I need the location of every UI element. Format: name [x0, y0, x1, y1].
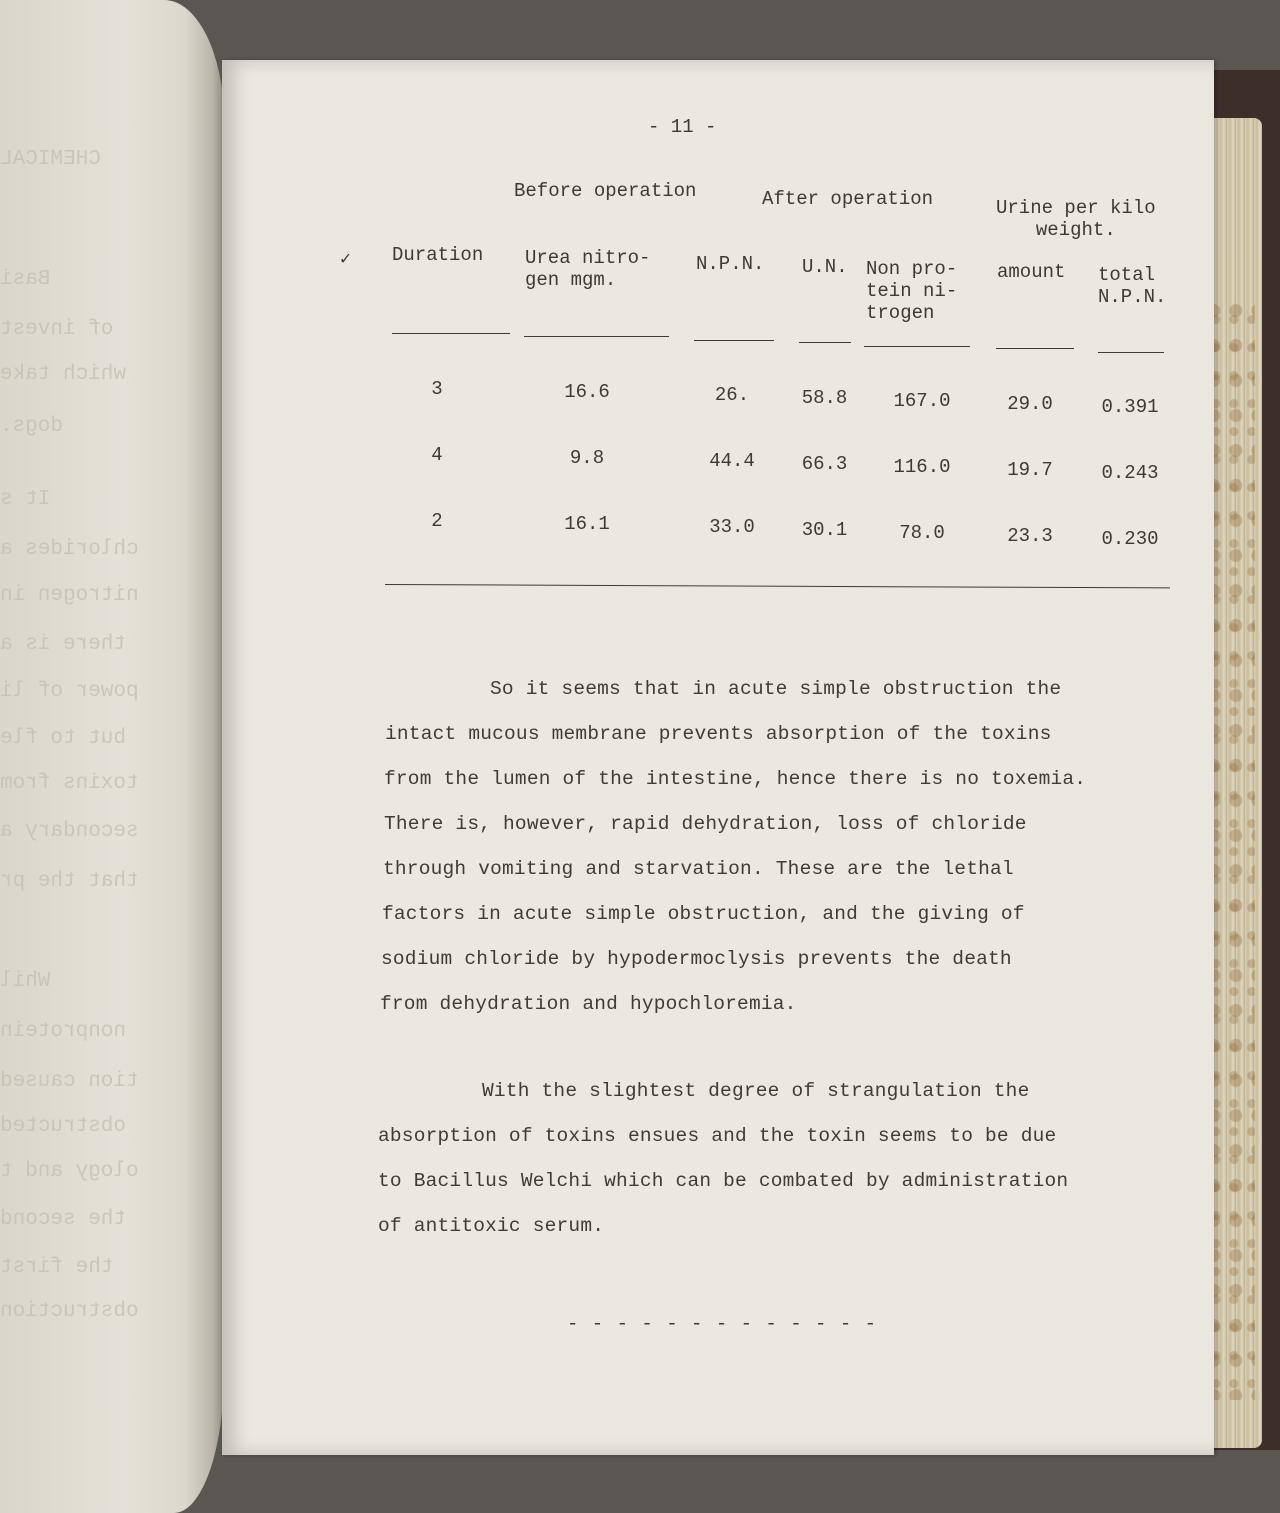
bleed-through-line: It s — [0, 488, 51, 511]
text-line: to Bacillus Welchi which can be combated by administration — [378, 1170, 1069, 1192]
header-urine-per-kilo: Urine per kilo weight. — [996, 197, 1156, 241]
table-cell: 33.0 — [709, 516, 755, 538]
bleed-through-line: secondary a — [0, 820, 139, 843]
col-total-npn: total N.P.N. — [1098, 264, 1167, 308]
bleed-through-line: dogs. — [0, 415, 64, 438]
bleed-through-line: nonprotein — [0, 1020, 127, 1043]
check-mark-icon: ✓ — [340, 250, 351, 270]
bleed-through-line: obstruction — [0, 1300, 139, 1323]
header-before-operation: Before operation — [514, 180, 697, 202]
col-duration: Duration — [392, 244, 484, 266]
table-cell: 44.4 — [709, 450, 755, 472]
bleed-through-line: ology and t — [0, 1160, 139, 1183]
text-line: There is, however, rapid dehydration, loss of chloride — [384, 813, 1027, 835]
table-cell: 19.7 — [1007, 459, 1053, 481]
text-line: factors in acute simple obstruction, and the giving of — [382, 903, 1025, 925]
text-line: through vomiting and starvation. These are the lethal — [383, 858, 1014, 880]
header-underline — [524, 336, 669, 337]
bleed-through-line: which take — [0, 363, 127, 386]
col-urea-nitrogen: Urea nitro- gen mgm. — [525, 247, 651, 291]
col-nonprotein-nitrogen: Non pro- tein ni- trogen — [866, 258, 958, 324]
end-dash-mark: - - - - - - - - - - - - - — [567, 1313, 878, 1335]
bleed-through-line: Whil — [0, 970, 51, 993]
bleed-through-line: obstructed — [0, 1115, 127, 1138]
header-underline — [864, 346, 970, 347]
col-un: U.N. — [802, 256, 848, 278]
text-line: With the slightest degree of strangulation the — [482, 1080, 1030, 1102]
header-after-operation: After operation — [762, 188, 934, 210]
table-bottom-rule — [385, 584, 1170, 588]
table-cell: 0.391 — [1101, 396, 1159, 418]
table-cell: 0.230 — [1101, 528, 1159, 550]
bleed-through-line: but to fle — [0, 727, 127, 750]
bleed-through-line: the second — [0, 1208, 127, 1231]
table-cell: 30.1 — [801, 519, 848, 541]
table-cell: 3 — [431, 378, 443, 400]
bleed-through-line: the first — [0, 1256, 114, 1279]
table-cell: 116.0 — [893, 456, 951, 478]
col-npn: N.P.N. — [696, 253, 765, 275]
table-cell: 23.3 — [1007, 525, 1053, 547]
table-cell: 4 — [431, 444, 443, 466]
table-cell: 167.0 — [893, 390, 951, 412]
table-cell: 9.8 — [569, 447, 605, 469]
header-underline — [799, 342, 851, 343]
document-page — [222, 60, 1214, 1455]
table-cell: 58.8 — [801, 387, 848, 409]
bleed-through-line: chlorides a — [0, 538, 139, 561]
table-cell: 2 — [431, 510, 443, 532]
table-cell: 16.6 — [564, 381, 610, 403]
page-number: - 11 - — [648, 116, 717, 138]
header-underline — [1098, 352, 1164, 353]
table-cell: 29.0 — [1007, 393, 1053, 415]
table-cell: 16.1 — [564, 513, 610, 535]
text-line: of antitoxic serum. — [378, 1215, 605, 1237]
table-cell: 26. — [714, 384, 750, 406]
bleed-through-line: tion caused — [0, 1070, 139, 1093]
text-line: intact mucous membrane prevents absorption of the toxins — [385, 723, 1052, 745]
header-underline — [694, 340, 774, 341]
header-underline — [392, 333, 510, 334]
text-line: from the lumen of the intestine, hence there is no toxemia. — [384, 768, 1087, 790]
table-cell: 0.243 — [1101, 462, 1159, 484]
bleed-through-line: power of li — [0, 680, 139, 703]
col-amount: amount — [997, 261, 1066, 283]
left-facing-page — [0, 0, 224, 1513]
bleed-through-line: CHEMICAL — [0, 148, 101, 171]
table-cell: 78.0 — [899, 522, 945, 544]
table-cell: 66.3 — [801, 453, 848, 475]
bleed-through-line: that the pr — [0, 870, 139, 893]
text-line: from dehydration and hypochloremia. — [380, 993, 797, 1015]
bleed-through-line: of invest — [0, 318, 114, 341]
text-line: sodium chloride by hypodermoclysis prevents the death — [381, 948, 1012, 970]
header-underline — [996, 348, 1074, 349]
bleed-through-line: toxins from — [0, 772, 139, 795]
text-line: So it seems that in acute simple obstruction the — [490, 678, 1062, 700]
bleed-through-line: there is a — [0, 633, 127, 656]
bleed-through-line: Basi — [0, 268, 51, 291]
bleed-through-line: nitrogen in — [0, 584, 139, 607]
text-line: absorption of toxins ensues and the toxin seems to be due — [378, 1125, 1057, 1147]
